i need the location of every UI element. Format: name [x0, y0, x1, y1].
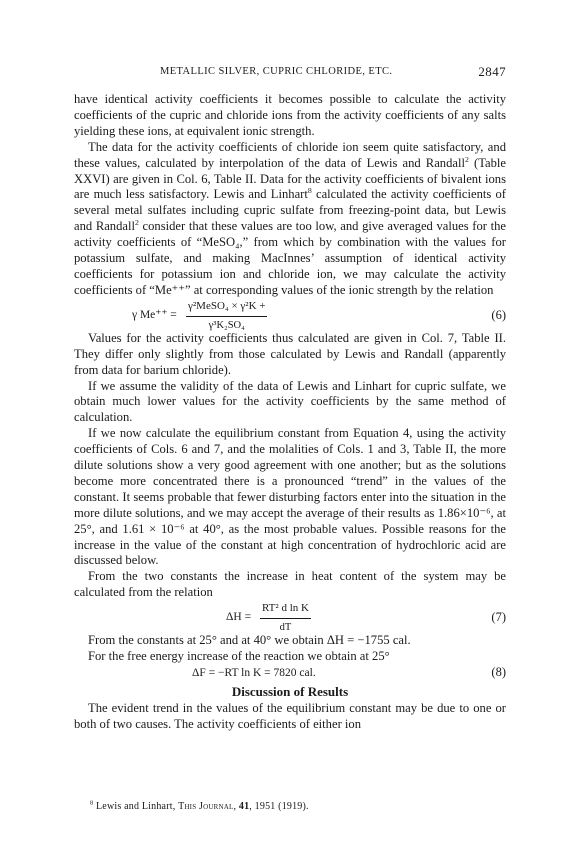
equation-7 [74, 601, 506, 633]
equation-6-number: (6) [491, 307, 506, 322]
footnote-separator: , [233, 801, 239, 812]
reference-marker: 2 [464, 154, 469, 164]
footnote-journal: This Journal [178, 801, 234, 812]
page-header [74, 64, 506, 80]
equation-6-fraction [186, 299, 267, 334]
paragraph-2-part-b: (Table XXVI) are given in Col. 6, Table II. Data for the activity coefficients of bivalent ions are much less satisfactory. Lewis and Linhart [74, 155, 506, 202]
paragraph-4: If we assume the validity of the data of Lewis and Linhart for cupric sulfate, we obtain much lower values for the activity coefficients by the same method of calculation. [74, 378, 506, 425]
reference-marker: 2 [135, 218, 139, 228]
equation-8-number: (8) [491, 665, 506, 679]
equation-7-denominator: dT [279, 622, 292, 634]
paragraph-1: have identical activity coefficients it becomes possible to calculate the activity coefficients of the cupric and chloride ions from the activity coefficients of any salts yielding these ions, at equivalent ionic strength. [74, 92, 506, 138]
paragraph-9: The evident trend in the values of the equilibrium constant may be due to one or both of two causes. The activity coefficients of either ion [74, 700, 506, 731]
page-number: 2847 [478, 64, 506, 79]
footnote-marker: 8 [90, 799, 94, 807]
equation-7-fraction [260, 601, 311, 636]
footnote-text: Lewis and Linhart, [93, 801, 179, 812]
section-heading: Discussion of Results [231, 684, 349, 699]
footnote-citation: , 1951 (1919). [249, 801, 309, 812]
equation-6 [74, 299, 506, 331]
paragraph-3: Values for the activity coefficients thus calculated are given in Col. 7, Table II. They differ only slightly from those calculated by Lewis and Randall (apparently from data for barium chloride). [74, 330, 506, 377]
equation-6-numerator: γ²MeSO₄ × γ²K + [186, 299, 267, 317]
paragraph-8: For the free energy increase of the reaction we obtain at 25° [88, 649, 390, 664]
equation-7-numerator: RT² d ln K [260, 601, 311, 619]
paragraph-7: From the constants at 25° and at 40° we obtain ΔH = −1755 cal. [88, 633, 411, 648]
equation-8 [74, 665, 506, 683]
equation-6-lhs: γ Me⁺⁺ = [132, 308, 177, 321]
footnote [90, 801, 309, 812]
paragraph-5: If we now calculate the equilibrium constant from Equation 4, using the activity coefficients of Cols. 6 and 7, and the molalities of Cols. 1 and 3, Table II, the more dilute solutions show a very good agreement with one another; but as the solutions become more concentrated there is a pronounced “trend” in the values of the constant. It seems probable that fewer disturbing factors enter into the situation in the more dilute solutions, and we may accept the average of their results as 1.86×10⁻⁶, at 25°, and 1.61 × 10⁻⁶ at 40°, as the most probable values. Possible reasons for the increase in the value of the constant at high concentration of hydrochloric acid are discussed below. [74, 426, 506, 568]
paragraph-2-part-c: calculated the activity coefficients of several metal sulfates including cupric sulfate from freezing-point data, but Lewis and Randall [74, 187, 506, 234]
running-title: METALLIC SILVER, CUPRIC CHLORIDE, ETC. [160, 66, 393, 77]
equation-7-lhs: ΔH = [226, 611, 252, 624]
article-body [74, 92, 506, 733]
paragraph-6: From the two constants the increase in heat content of the system may be calculated from the relation [74, 569, 506, 600]
paragraph-2-part-a: The data for the activity coefficients of chloride ion seem quite satisfactory, and these values, calculated by interpolation of the data of Lewis and Randall [74, 139, 506, 170]
equation-7-number: (7) [491, 610, 506, 625]
equation-6-denominator: γ³K₂SO₄ [208, 319, 245, 331]
paragraph-2-part-d: consider that these values are too low, and give averaged values for the activity coefficients of “MeSO₄,” from which by combination with the values for potassium sulfate, and making MacInnes’ assumption of identical activity coefficients for potassium ion and chloride ion, we may calculate the activity coefficients of “Me⁺⁺” at corresponding values of the ionic strength by the relation [74, 219, 506, 297]
reference-marker: 8 [307, 186, 312, 196]
footnote-volume: 41 [238, 801, 250, 812]
equation-8-expression: ΔF = −RT ln K = 7820 cal. [192, 667, 316, 679]
paragraph-2 [74, 140, 506, 299]
